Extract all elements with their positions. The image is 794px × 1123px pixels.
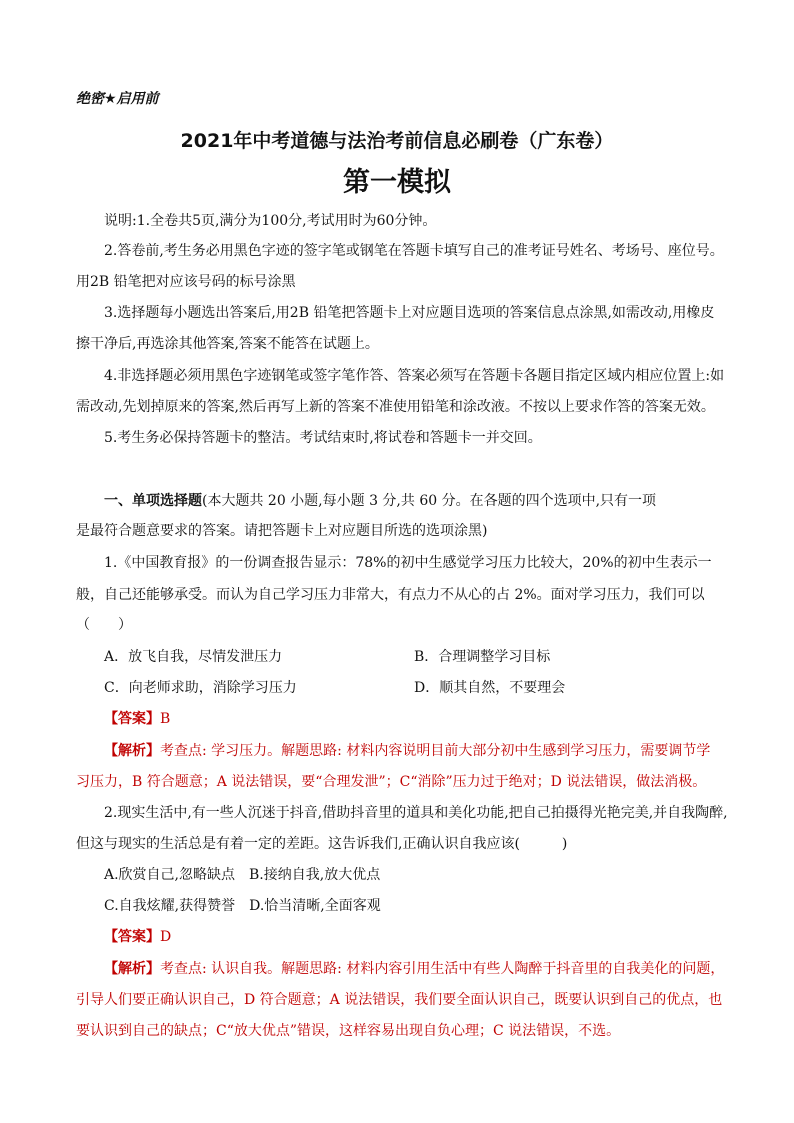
analysis-label: 【解析】 <box>104 961 160 977</box>
section-heading: 一、单项选择题 <box>104 493 202 509</box>
question-stem-line: 但这与现实的生活总是有着一定的差距。这告诉我们,正确认识自我应该( ) <box>76 836 568 852</box>
answer-line <box>104 926 171 946</box>
answer-label: 【答案】 <box>104 711 160 727</box>
instruction-line: 擦干净后,再选涂其他答案,答案不能答在试题上。 <box>76 336 379 352</box>
question-stem-line: （ ） <box>76 617 132 633</box>
analysis-text: 考查点: 学习压力。解题思路: 材料内容说明目前大部分初中生感到学习压力，需要调节学 <box>160 743 711 759</box>
answer-line <box>104 708 170 728</box>
analysis-line: 要认识到自己的缺点；C“放大优点”错误，这样容易出现自负心理；C 说法错误，不选。 <box>76 1023 621 1039</box>
section-description-line: 是最符合题意要求的答案。请把答题卡上对应题目所选的选项涂黑) <box>76 523 488 539</box>
instruction-line: 2.答卷前,考生务必用黑色字迹的签字笔或钢笔在答题卡填写自己的准考证号姓名、考场号、座位号。 <box>104 243 724 259</box>
exam-subtitle: 第一模拟 <box>343 167 451 198</box>
instruction-line: 5.考生务必保持答题卡的整洁。考试结束时,将试卷和答题卡一并交回。 <box>104 430 542 446</box>
analysis-line: 习压力，B 符合题意；A 说法错误，要“合理发泄”；C“消除”压力过于绝对；D 说法错误，做法消极。 <box>76 774 707 790</box>
options-line: A.欣赏自己,忽略缺点 B.接纳自我,放大优点 <box>104 867 381 883</box>
instruction-line: 4.非选择题必须用黑色字迹钢笔或签字笔作答、答案必须写在答题卡各题目指定区域内相应位置上:如 <box>104 368 725 384</box>
instruction-line: 用2B 铅笔把对应该号码的标号涂黑 <box>76 274 296 290</box>
option-a: A．放飞自我，尽情发泄压力 <box>104 649 283 665</box>
options-line: C.自我炫耀,获得赞誉 D.恰当清晰,全面客观 <box>104 898 381 914</box>
analysis-line <box>104 740 710 760</box>
option-b: B．合理调整学习目标 <box>414 649 551 665</box>
instruction-line: 3.选择题每小题选出答案后,用2B 铅笔把答题卡上对应题目选项的答案信息点涂黑,如需改动,用橡皮 <box>104 305 715 321</box>
answer-value: D <box>160 929 172 945</box>
section-heading-line <box>104 490 656 510</box>
analysis-line <box>104 958 724 978</box>
instruction-line: 说明:1.全卷共5页,满分为100分,考试用时为60分钟。 <box>104 213 437 229</box>
option-c: C．向老师求助，消除学习压力 <box>104 680 297 696</box>
exam-title: 2021年中考道德与法治考前信息必刷卷（广东卷） <box>180 130 614 152</box>
analysis-text: 考查点: 认识自我。解题思路: 材料内容引用生活中有些人陶醉于抖音里的自我美化的问题， <box>160 961 725 977</box>
section-description: (本大题共 20 小题,每小题 3 分,共 60 分。在各题的四个选项中,只有一项 <box>202 493 657 509</box>
analysis-line: 引导人们要正确认识自己，D 符合题意；A 说法错误，我们要全面认识自己，既要认识到自己的优点，也 <box>76 992 723 1008</box>
question-stem-line: 2.现实生活中,有一些人沉迷于抖音,借助抖音里的道具和美化功能,把自己拍摄得光艳完美,并自我陶醉, <box>104 805 728 821</box>
analysis-label: 【解析】 <box>104 743 160 759</box>
question-stem-line: 1.《中国教育报》的一份调查报告显示：78%的初中生感觉学习压力比较大，20%的初中生表示一 <box>104 555 712 571</box>
instruction-line: 需改动,先划掉原来的答案,然后再写上新的答案不准使用铅笔和涂改液。不按以上要求作答的答案无效。 <box>76 399 715 415</box>
answer-value: B <box>160 711 171 727</box>
question-stem-line: 般，自己还能够承受。而认为自己学习压力非常大，有点力不从心的占 2%。面对学习压力，我们可以 <box>76 587 705 603</box>
answer-label: 【答案】 <box>104 929 160 945</box>
confidential-mark: 绝密★启用前 <box>76 91 159 107</box>
option-d: D．顺其自然，不要理会 <box>414 680 566 696</box>
